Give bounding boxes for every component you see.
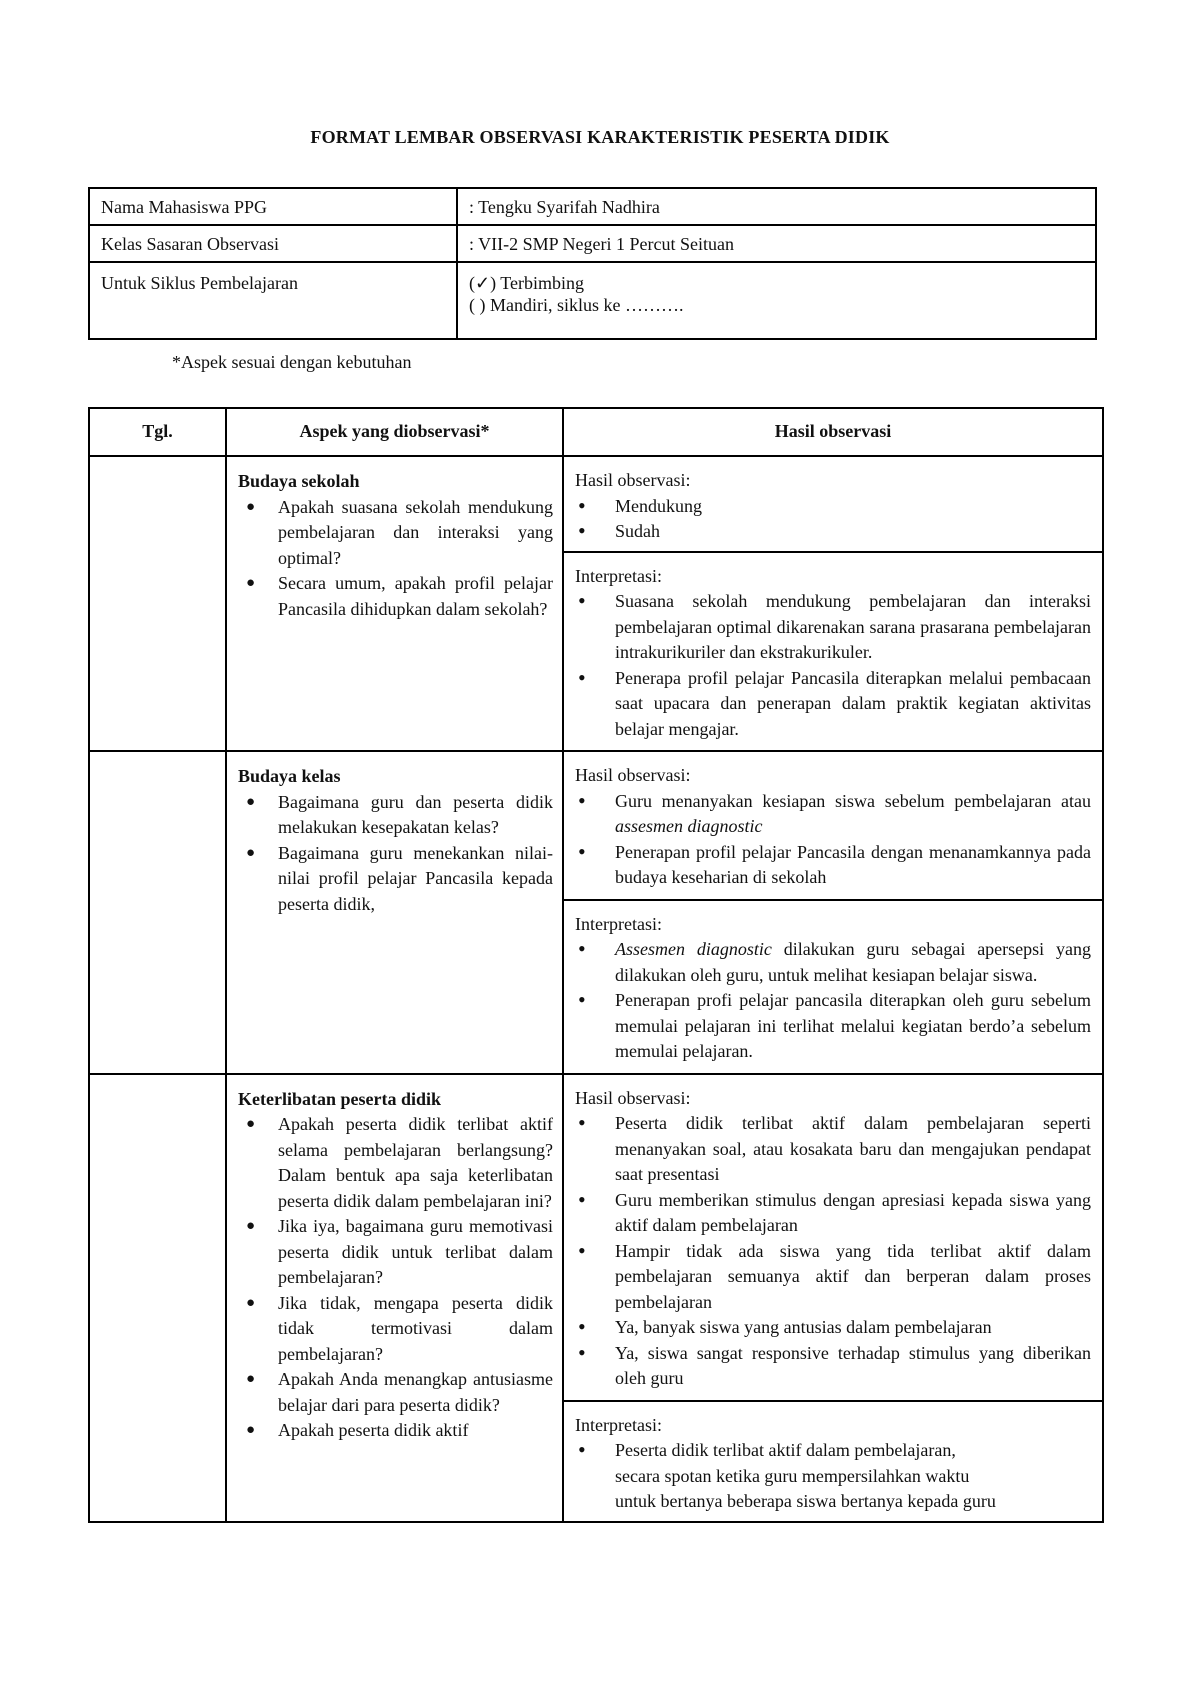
list-item-emphasis: Assesmen diagnostic <box>615 939 772 959</box>
aspek-list <box>238 1112 553 1444</box>
hasil-list <box>575 1111 1091 1392</box>
siklus-option-terbimbing: (✓) Terbimbing <box>469 273 584 293</box>
interpretasi-label: Interpretasi: <box>575 565 662 586</box>
tgl-cell <box>89 456 226 751</box>
list-item: • Penerapa profil pelajar Pancasila diterapkan melalui pembacaan saat upacara dan penerapan dalam praktik kegiatan aktivitas belajar mengajar. <box>575 666 1091 743</box>
identity-table <box>88 187 1097 340</box>
table-row <box>89 751 1103 900</box>
table-row <box>89 262 1096 339</box>
interpretasi-list <box>575 589 1091 742</box>
list-item-line: • Peserta didik terlibat aktif dalam pembelajaran, <box>615 1440 956 1460</box>
hasil-observasi-cell <box>563 751 1103 900</box>
list-item <box>575 789 1091 840</box>
table-row <box>89 456 1103 552</box>
list-item: ● Jika iya, bagaimana guru memotivasi peserta didik untuk terlibat dalam pembelajaran? <box>238 1214 553 1291</box>
interpretasi-list <box>575 1438 1091 1515</box>
page-title: FORMAT LEMBAR OBSERVASI KARAKTERISTIK PESERTA DIDIK <box>310 127 890 147</box>
list-item: • Penerapan profil pelajar Pancasila dengan menanamkannya pada budaya keseharian di sekolah <box>575 840 1091 891</box>
list-item: • Mendukung <box>575 494 1091 520</box>
siklus-option-mandiri: ( ) Mandiri, siklus ke ………. <box>469 295 684 315</box>
list-item: • Sudah <box>575 519 1091 545</box>
list-item: ● Bagaimana guru dan peserta didik melakukan kesepakatan kelas? <box>238 790 553 841</box>
list-item-line: secara spotan ketika guru mempersilahkan waktu <box>615 1465 970 1486</box>
list-item: • Penerapan profi pelajar pancasila diterapkan oleh guru sebelum memulai pelajaran ini terlihat melalui kegiatan berdo’a sebelum memulai pelajaran. <box>575 988 1091 1065</box>
header-aspek: Aspek yang diobservasi* <box>226 408 563 456</box>
aspek-note: *Aspek sesuai dengan kebutuhan <box>172 352 412 372</box>
list-item: ● Bagaimana guru menekankan nilai-nilai profil pelajar Pancasila kepada peserta didik, <box>238 841 553 918</box>
list-item: • Ya, siswa sangat responsive terhadap stimulus yang diberikan oleh guru <box>575 1341 1091 1392</box>
hasil-list <box>575 494 1091 545</box>
hasil-label: Hasil observasi: <box>575 765 691 785</box>
siklus-label: Untuk Siklus Pembelajaran <box>89 262 457 339</box>
interpretasi-cell <box>563 900 1103 1074</box>
tgl-cell <box>89 751 226 1074</box>
aspek-title: Budaya kelas <box>238 766 341 786</box>
observation-table <box>88 407 1104 1523</box>
list-item: • Peserta didik terlibat aktif dalam pembelajaran seperti menanyakan soal, atau kosakata baru dan mengajukan pendapat saat presentasi <box>575 1111 1091 1188</box>
hasil-list <box>575 789 1091 891</box>
kelas-sasaran-value: : VII-2 SMP Negeri 1 Percut Seituan <box>457 225 1096 262</box>
list-item-text: Guru menanyakan kesiapan siswa sebelum pembelajaran atau <box>615 790 1091 811</box>
aspek-cell <box>226 751 563 1074</box>
siklus-options <box>457 262 1096 339</box>
list-item <box>575 1438 1091 1515</box>
hasil-observasi-cell <box>563 456 1103 552</box>
hasil-label: Hasil observasi: <box>575 1087 691 1108</box>
interpretasi-label: Interpretasi: <box>575 1414 662 1435</box>
aspek-cell <box>226 456 563 751</box>
aspek-title: Budaya sekolah <box>238 471 360 491</box>
list-item: ● Apakah suasana sekolah mendukung pembelajaran dan interaksi yang optimal? <box>238 495 553 572</box>
list-item: ● Apakah peserta didik aktif <box>238 1418 553 1444</box>
list-item-text: dilakukan guru sebagai apersepsi yang dilakukan oleh guru, untuk melihat kesiapan belajar siswa. <box>615 939 1091 985</box>
list-item: ● Jika tidak, mengapa peserta didik tidak termotivasi dalam pembelajaran? <box>238 1291 553 1368</box>
list-item: • Ya, banyak siswa yang antusias dalam pembelajaran <box>575 1315 1091 1341</box>
table-row <box>89 188 1096 225</box>
list-item-line: untuk bertanya beberapa siswa bertanya kepada guru <box>615 1491 996 1511</box>
hasil-label: Hasil observasi: <box>575 470 691 490</box>
hasil-observasi-cell <box>563 1074 1103 1401</box>
header-hasil: Hasil observasi <box>563 408 1103 456</box>
table-row <box>89 1074 1103 1401</box>
nama-mahasiswa-value: : Tengku Syarifah Nadhira <box>457 188 1096 225</box>
interpretasi-cell <box>563 1401 1103 1522</box>
aspek-list <box>238 790 553 918</box>
nama-mahasiswa-label: Nama Mahasiswa PPG <box>89 188 457 225</box>
interpretasi-label: Interpretasi: <box>575 913 662 934</box>
interpretasi-cell <box>563 552 1103 752</box>
list-item: ● Apakah peserta didik terlibat aktif selama pembelajaran berlangsung? Dalam bentuk apa saja keterlibatan peserta didik dalam pembelajaran ini? <box>238 1112 553 1214</box>
tgl-cell <box>89 1074 226 1522</box>
interpretasi-list <box>575 937 1091 1065</box>
kelas-sasaran-label: Kelas Sasaran Observasi <box>89 225 457 262</box>
table-header-row <box>89 408 1103 456</box>
header-tgl: Tgl. <box>89 408 226 456</box>
table-row <box>89 225 1096 262</box>
list-item <box>575 937 1091 988</box>
aspek-cell <box>226 1074 563 1522</box>
aspek-title: Keterlibatan peserta didik <box>238 1088 441 1109</box>
list-item: ● Secara umum, apakah profil pelajar Pancasila dihidupkan dalam sekolah? <box>238 571 553 622</box>
aspek-list <box>238 495 553 623</box>
list-item: • Guru memberikan stimulus dengan apresiasi kepada siswa yang aktif dalam pembelajaran <box>575 1188 1091 1239</box>
list-item-emphasis: assesmen diagnostic <box>615 816 763 836</box>
list-item: • Suasana sekolah mendukung pembelajaran dan interaksi pembelajaran optimal dikarenakan sarana prasarana pembelajaran intrakurikuriler dan ekstrakurikuler. <box>575 589 1091 666</box>
list-item: ● Apakah Anda menangkap antusiasme belajar dari para peserta didik? <box>238 1367 553 1418</box>
list-item: • Hampir tidak ada siswa yang tida terlibat aktif dalam pembelajaran semuanya aktif dan berperan dalam proses pembelajaran <box>575 1239 1091 1316</box>
